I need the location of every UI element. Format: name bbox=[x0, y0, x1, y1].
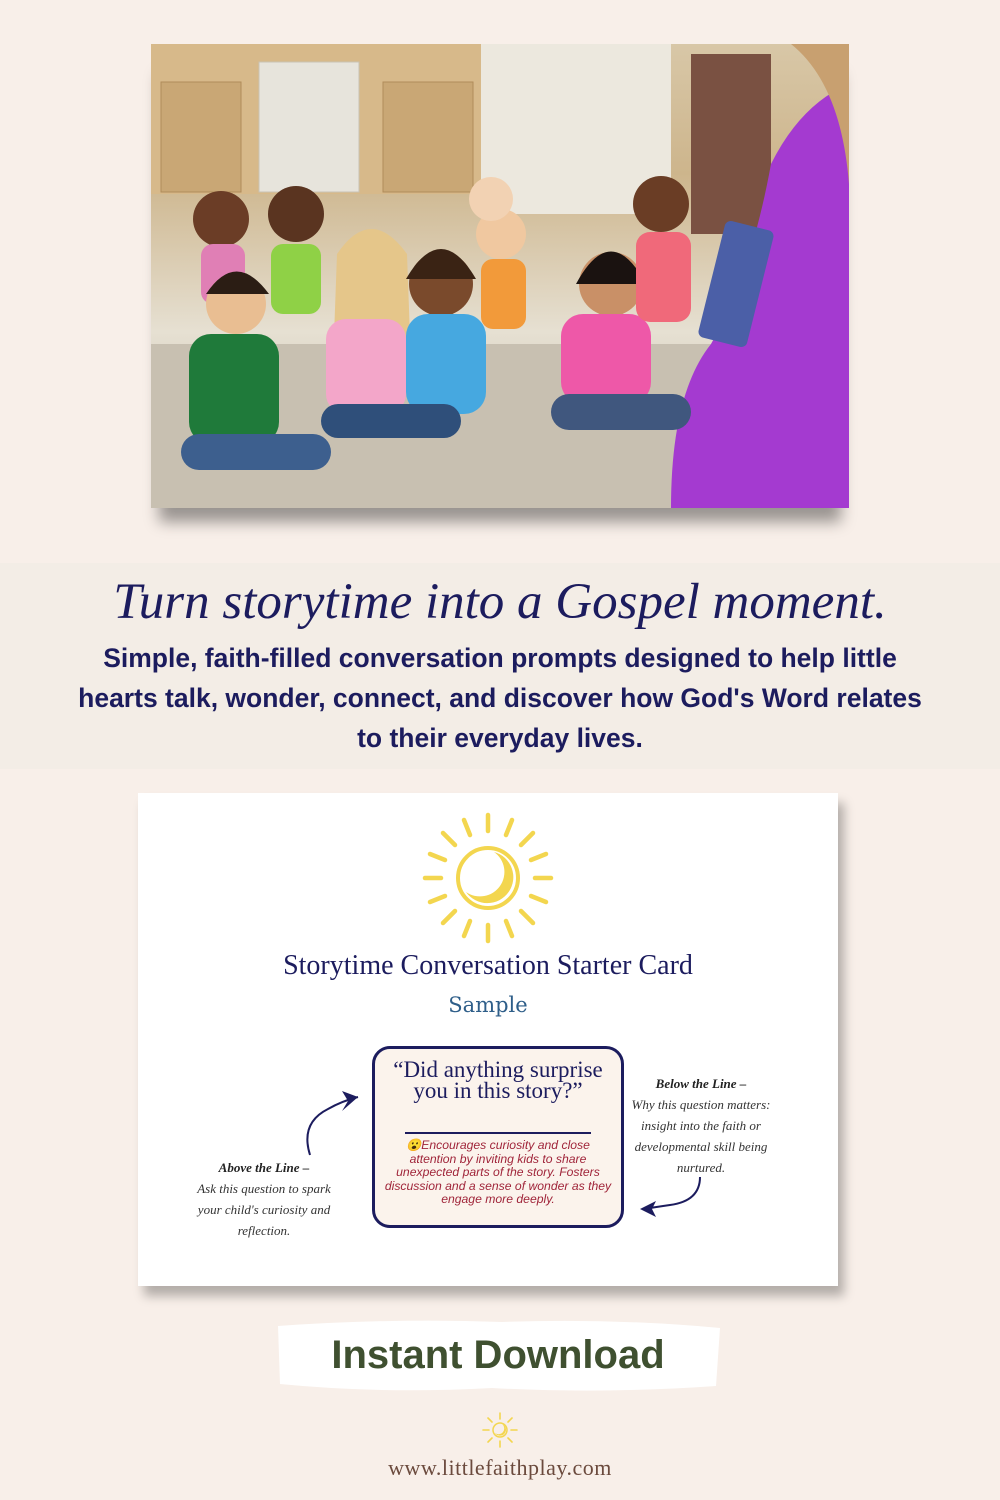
above-line-note bbox=[188, 1157, 340, 1241]
above-line-text: Ask this question to spark your child's curiosity and reflection. bbox=[197, 1181, 331, 1238]
card-title: Storytime Conversation Starter Card bbox=[283, 950, 693, 981]
prompt-note: 😮Encourages curiosity and close attention by inviting kids to share unexpected parts of the story. Fosters discussion and a sense of wonder as they engage more deeply. bbox=[384, 1138, 612, 1207]
below-line-text: Why this question matters: insight into the faith or developmental skill being nurtured. bbox=[631, 1097, 771, 1175]
prompt-question: “Did anything surprise you in this story?” bbox=[393, 1057, 603, 1103]
sample-card bbox=[138, 793, 838, 1286]
arrow-left-icon bbox=[298, 1083, 368, 1163]
sun-moon-icon bbox=[421, 811, 555, 945]
classroom-illustration bbox=[151, 44, 849, 508]
subtext: Simple, faith-filled conversation prompts designed to help little hearts talk, wonder, connect, and discover how God's Word relates to their everyday lives. bbox=[78, 643, 922, 753]
instant-download-label: Instant Download bbox=[331, 1333, 665, 1377]
website-link[interactable]: www.littlefaithplay.com bbox=[388, 1455, 612, 1480]
prompt-box bbox=[372, 1046, 624, 1228]
tagline: Turn storytime into a Gospel moment. bbox=[113, 574, 887, 630]
above-line-heading: Above the Line – bbox=[218, 1160, 310, 1175]
hero-photo bbox=[151, 44, 849, 508]
arrow-right-icon bbox=[634, 1173, 704, 1223]
below-line-heading: Below the Line – bbox=[655, 1076, 747, 1091]
footer-sun-icon bbox=[482, 1412, 518, 1448]
below-line-note bbox=[626, 1073, 776, 1178]
card-sample-label: Sample bbox=[448, 993, 528, 1017]
prompt-divider bbox=[405, 1132, 591, 1134]
